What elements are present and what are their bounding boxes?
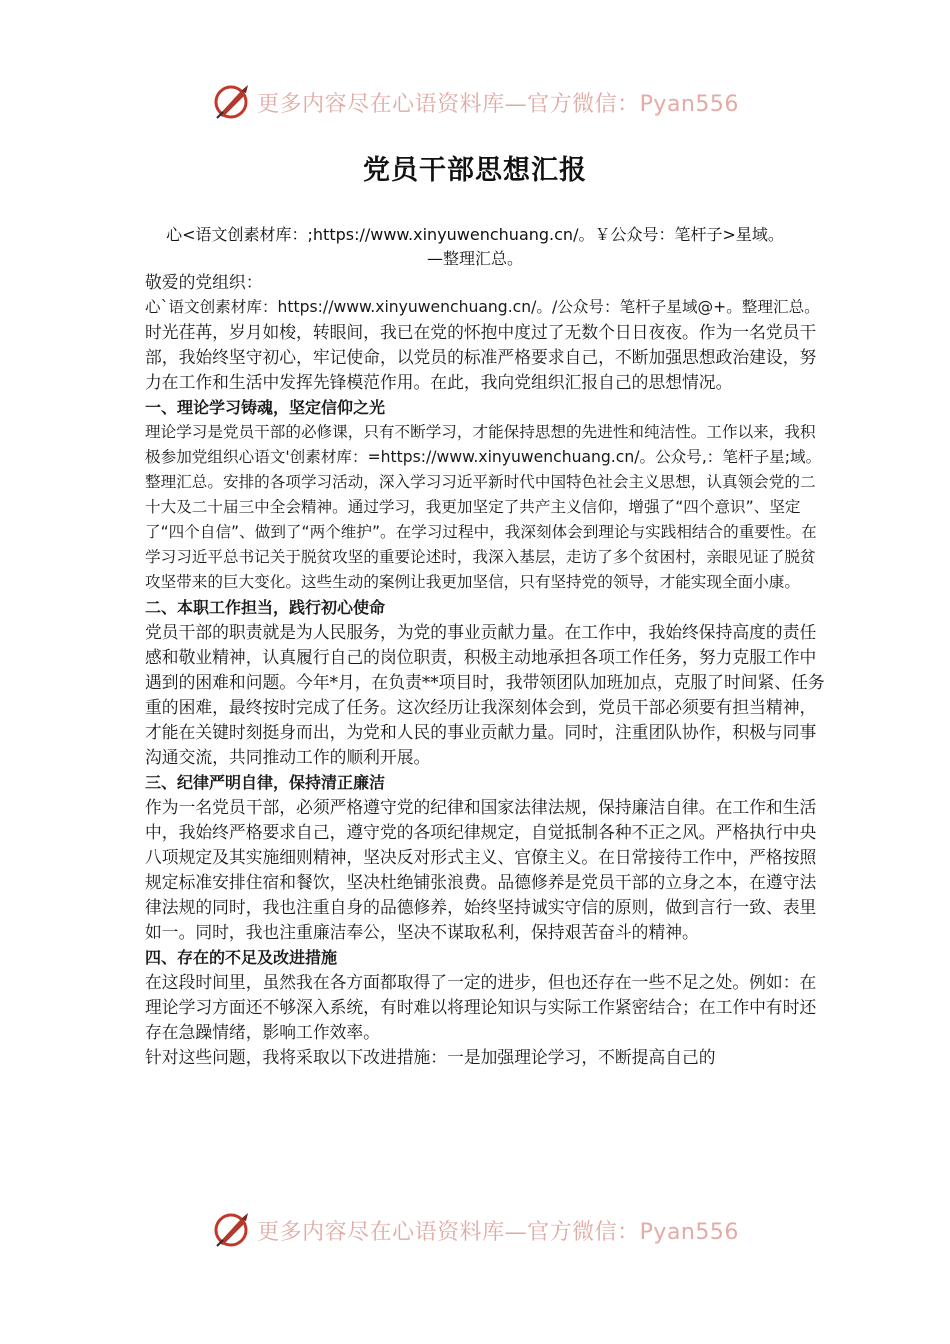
section-heading-2: 二、本职工作担当，践行初心使命 [145, 598, 386, 617]
quill-pen-logo-icon [211, 1210, 251, 1250]
subtitle-line-1: 心<语文创素材库：;https://www.xinyuwenchuang.cn/。￥公众号：笔杆子>星域。 [166, 225, 784, 244]
section-body-3: 作为一名党员干部，必须严格遵守党的纪律和国家法律法规，保持廉洁自律。在工作和生活中，我始终严格要求自己，遵守党的各项纪律规定，自觉抵制各种不正之风。严格执行中央八项规定及其实施细则精神，坚决反对形式主义、官僚主义。在日常接待工作中，严格按照规定标准安排住宿和餐饮，坚决杜绝铺张浪费。品德修养是党员干部的立身之本，在遵守法律法规的同时，我也注重自身的品德修养，始终坚持诚实守信的原则，做到言行一致、表里如一。同时，我也注重廉洁奉公，坚决不谋取私利，保持艰苦奋斗的精神。 [145, 797, 817, 942]
wechat-id: Pyan556 [639, 1219, 739, 1245]
section-body-2: 党员干部的职责就是为人民服务，为党的事业贡献力量。在工作中，我始终保持高度的责任感和敬业精神，认真履行自己的岗位职责，积极主动地承担各项工作任务，努力克服工作中遇到的困难和问题。今年*月，在负责**项目时，我带领团队加班加点，克服了时间紧、任务重的困难，最终按时完成了任务。这次经历让我深刻体会到，党员干部必须要有担当精神，才能在关键时刻挺身而出，为党和人民的事业贡献力量。同时，注重团队协作，积极与同事沟通交流，共同推动工作的顺利开展。 [145, 622, 825, 767]
watermark-text: 更多内容尽在心语资料库—官方微信：Pyan556 [257, 1219, 739, 1245]
intro-paragraph: 时光荏苒，岁月如梭，转眼间，我已在党的怀抱中度过了无数个日日夜夜。作为一名党员干部，我始终坚守初心，牢记使命，以党员的标准严格要求自己，不断加强思想政治建设，努力在工作和生活中发挥先锋模范作用。在此，我向党组织汇报自己的思想情况。 [145, 322, 817, 392]
quill-pen-logo-icon [211, 82, 251, 122]
section-body-1: 理论学习是党员干部的必修课，只有不断学习，才能保持思想的先进性和纯洁性。工作以来，我积极参加党组织心语文'创素材库：=https://www.xinyuwenchuang.cn/。公众号,：笔杆子星;域。整理汇总。安排的各项学习活动，深入学习习近平新时代中国特色社会主义思想，认真领会党的二十大及二十届三中全会精神。通过学习，我更加坚定了共产主义信仰，增强了“四个意识”、坚定了“四个自信”、做到了“两个维护”。在学习过程中，我深刻体会到理论与实践相结合的重要性。在学习习近平总书记关于脱贫攻坚的重要论述时，我深入基层，走访了多个贫困村，亲眼见证了脱贫攻坚带来的巨大变化。这些生动的案例让我更加坚信，只有坚持党的领导，才能实现全面小康。 [145, 423, 822, 591]
document-title: 党员干部思想汇报 [363, 155, 587, 186]
closing-fragment: 针对这些问题，我将采取以下改进措施：一是加强理论学习，不断提高自己的 [145, 1047, 716, 1067]
section-heading-4: 四、存在的不足及改进措施 [145, 948, 338, 967]
watermark-banner-top [0, 80, 950, 124]
wechat-id: Pyan556 [639, 91, 739, 117]
watermark-text: 更多内容尽在心语资料库—官方微信：Pyan556 [257, 91, 739, 117]
section-heading-3: 三、纪律严明自律，保持清正廉洁 [145, 773, 386, 792]
subtitle-line-2: —整理汇总。 [426, 249, 523, 268]
section-heading-1: 一、理论学习铸魂，坚定信仰之光 [145, 398, 386, 417]
document-body [145, 270, 825, 1070]
source-note: 心`语文创素材库：https://www.xinyuwenchuang.cn/。/公众号：笔杆子星域@+。整理汇总。 [145, 298, 820, 316]
watermark-banner-bottom [0, 1208, 950, 1252]
salutation: 敬爱的党组织： [145, 272, 263, 292]
section-body-4: 在这段时间里，虽然我在各方面都取得了一定的进步，但也还存在一些不足之处。例如：在理论学习方面还不够深入系统，有时难以将理论知识与实际工作紧密结合；在工作中有时还存在急躁情绪，影响工作效率。 [145, 972, 817, 1042]
